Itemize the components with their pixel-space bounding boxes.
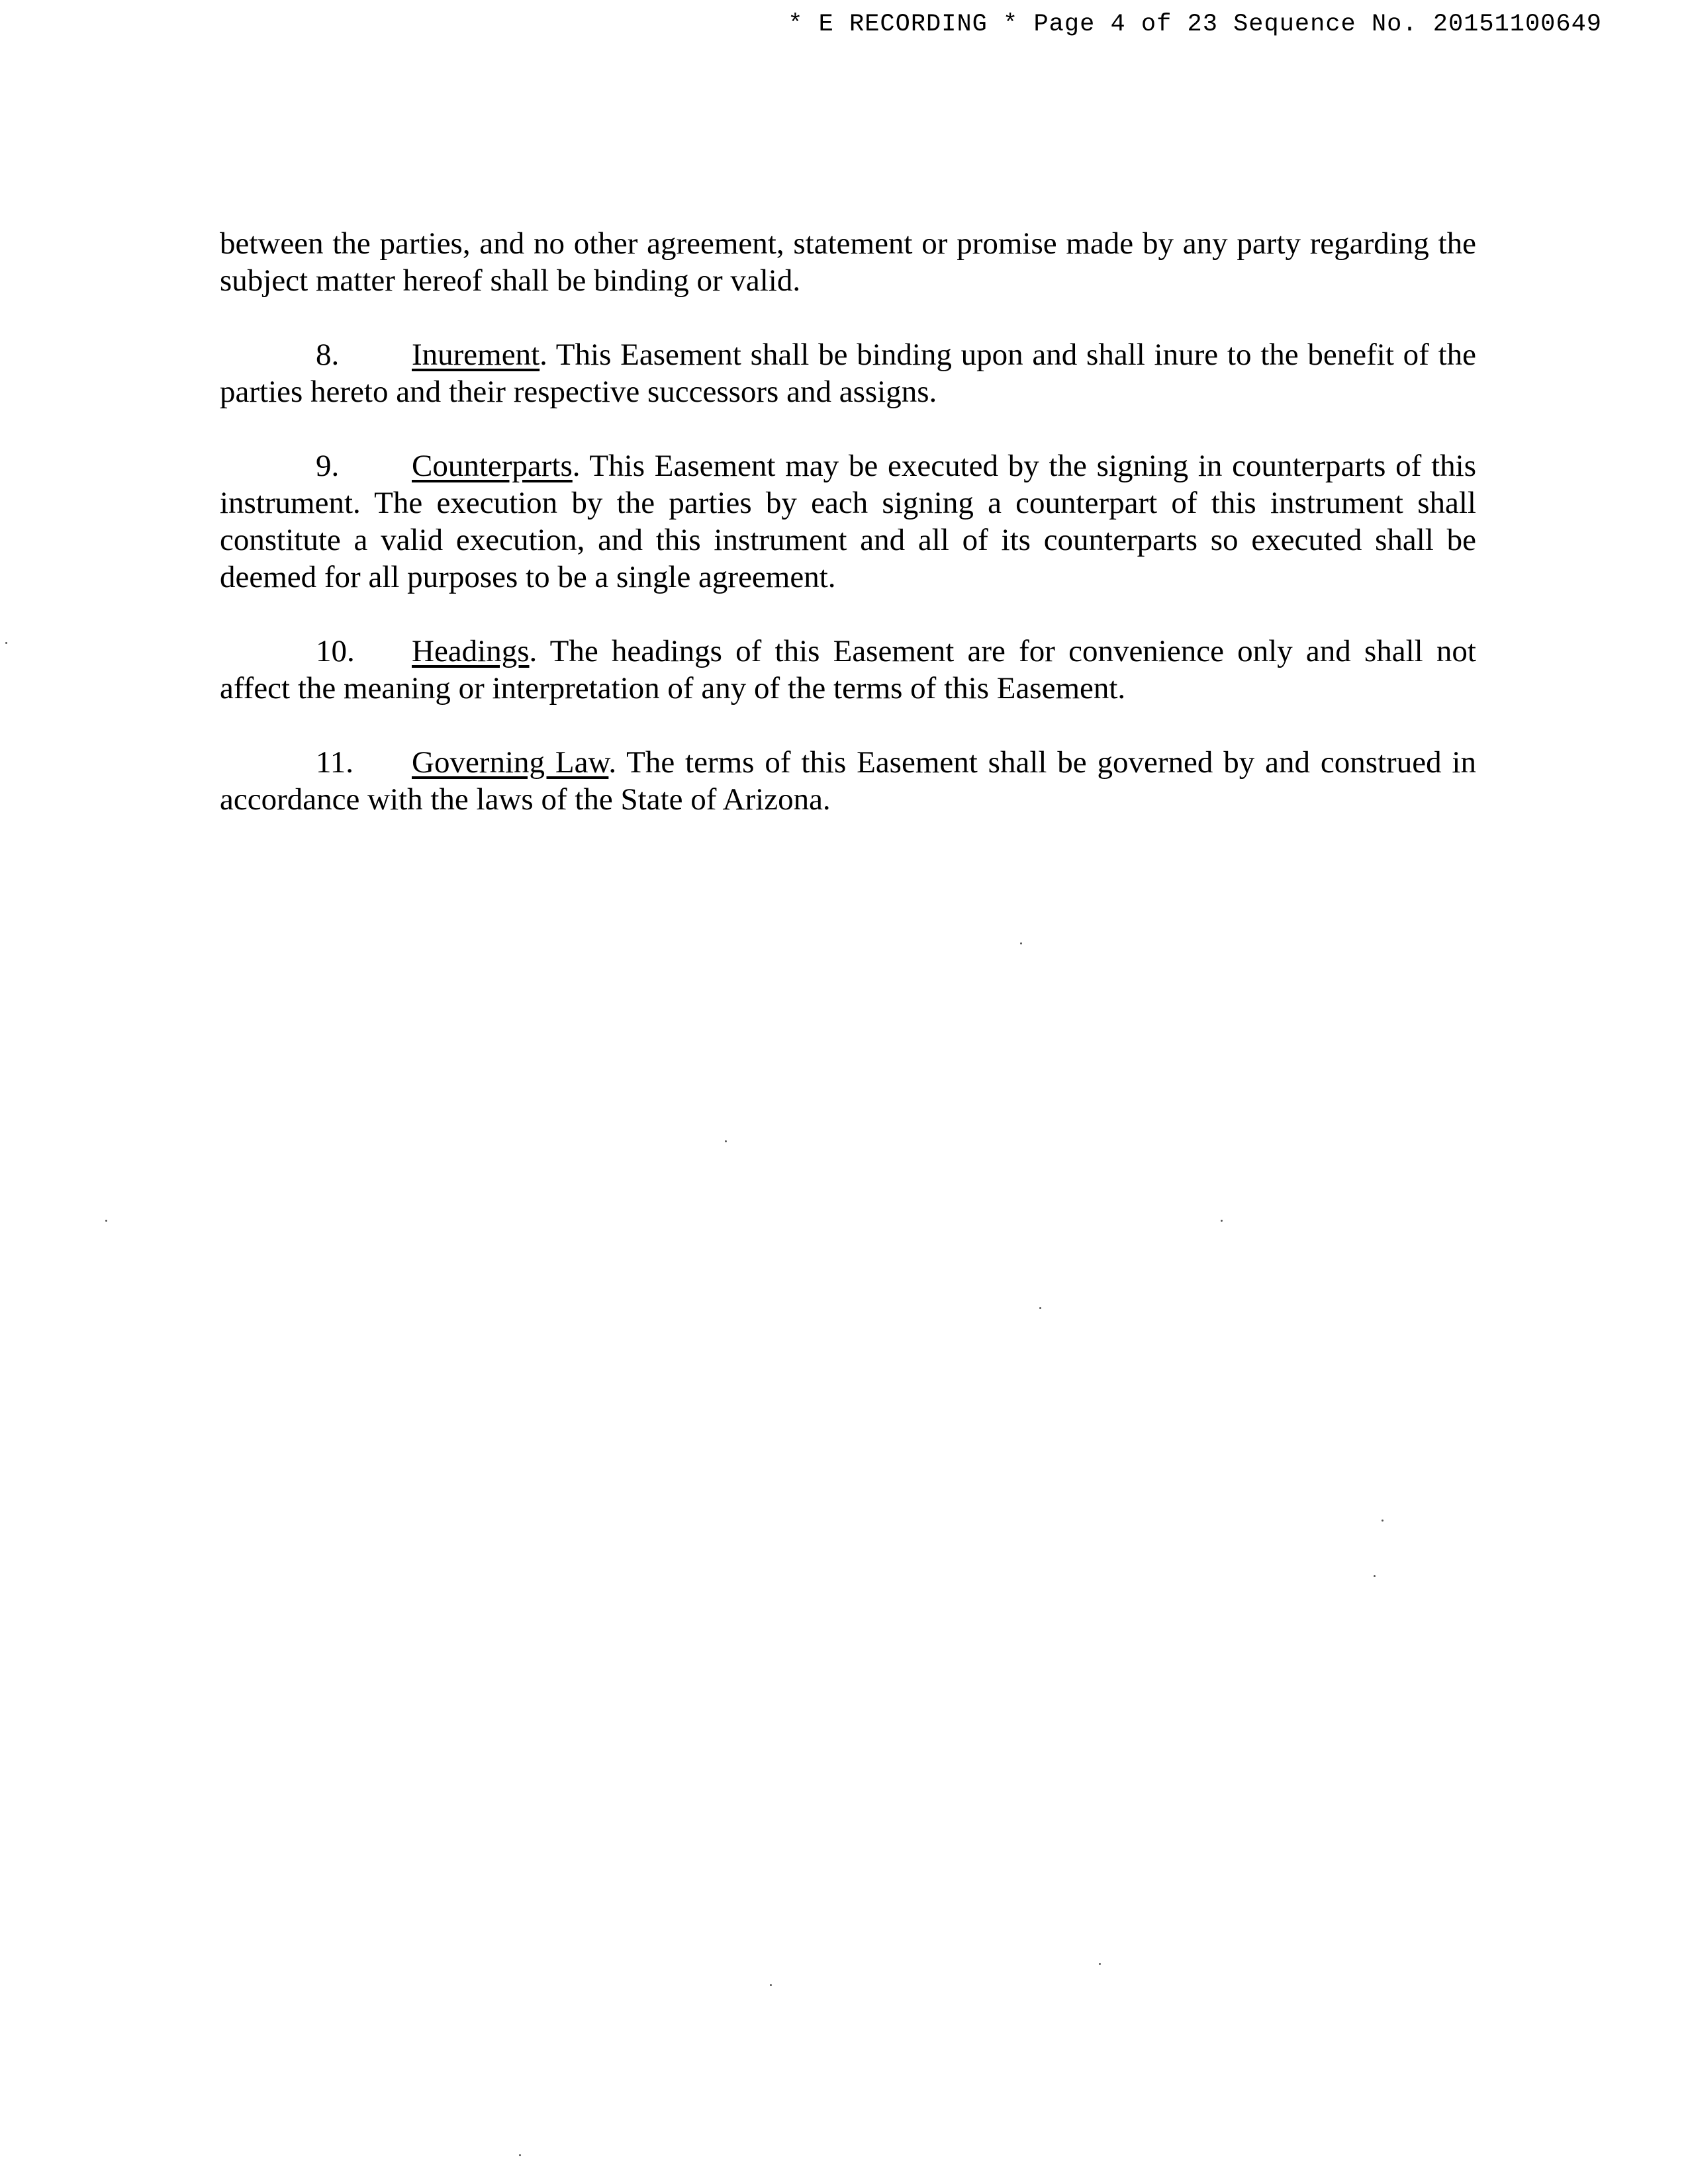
section-10-paragraph	[220, 633, 1476, 707]
section-number: 9.	[316, 449, 340, 483]
section-9-paragraph	[220, 447, 1476, 596]
scan-speck	[770, 1984, 772, 1986]
scan-speck	[1039, 1307, 1041, 1309]
section-text: . This Easement shall be binding upon and shall inure to the benefit of the parties hereto and their respective successors and assigns.	[220, 338, 1476, 409]
section-heading: Governing Law	[412, 745, 609, 780]
section-heading: Headings	[412, 634, 530, 668]
section-8-paragraph	[220, 336, 1476, 410]
scan-speck	[1221, 1220, 1223, 1222]
document-body	[220, 225, 1476, 855]
section-text: . This Easement may be executed by the signing in counterparts of this instrument. The execution by the parties by each signing a counterpart of this instrument shall constitute a valid execution, and this instrument and all of its counterparts so executed shall be deemed for all purposes to be a single agreement.	[220, 449, 1476, 594]
scan-speck	[1382, 1520, 1383, 1522]
recording-header: * E RECORDING * Page 4 of 23 Sequence No. 20151100649	[788, 11, 1602, 38]
section-heading: Counterparts	[412, 449, 573, 483]
section-number: 10.	[316, 634, 355, 668]
scan-speck	[105, 1220, 107, 1222]
scan-speck	[519, 2154, 521, 2156]
scan-speck	[1099, 1963, 1101, 1965]
continuation-paragraph: between the parties, and no other agreement, statement or promise made by any party regarding the subject matter hereof shall be binding or valid.	[220, 226, 1476, 298]
scan-speck	[1374, 1575, 1376, 1577]
section-11-paragraph	[220, 744, 1476, 818]
scan-speck	[1020, 942, 1022, 944]
section-number: 8.	[316, 338, 340, 372]
scan-speck	[725, 1140, 727, 1142]
scan-speck	[5, 642, 7, 644]
section-heading: Inurement	[412, 338, 540, 372]
section-text: . The terms of this Easement shall be governed by and construed in accordance with the laws of the State of Arizona.	[220, 745, 1476, 817]
section-text: . The headings of this Easement are for convenience only and shall not affect the meaning or interpretation of any of the terms of this Easement.	[220, 634, 1476, 705]
section-number: 11.	[316, 745, 354, 780]
